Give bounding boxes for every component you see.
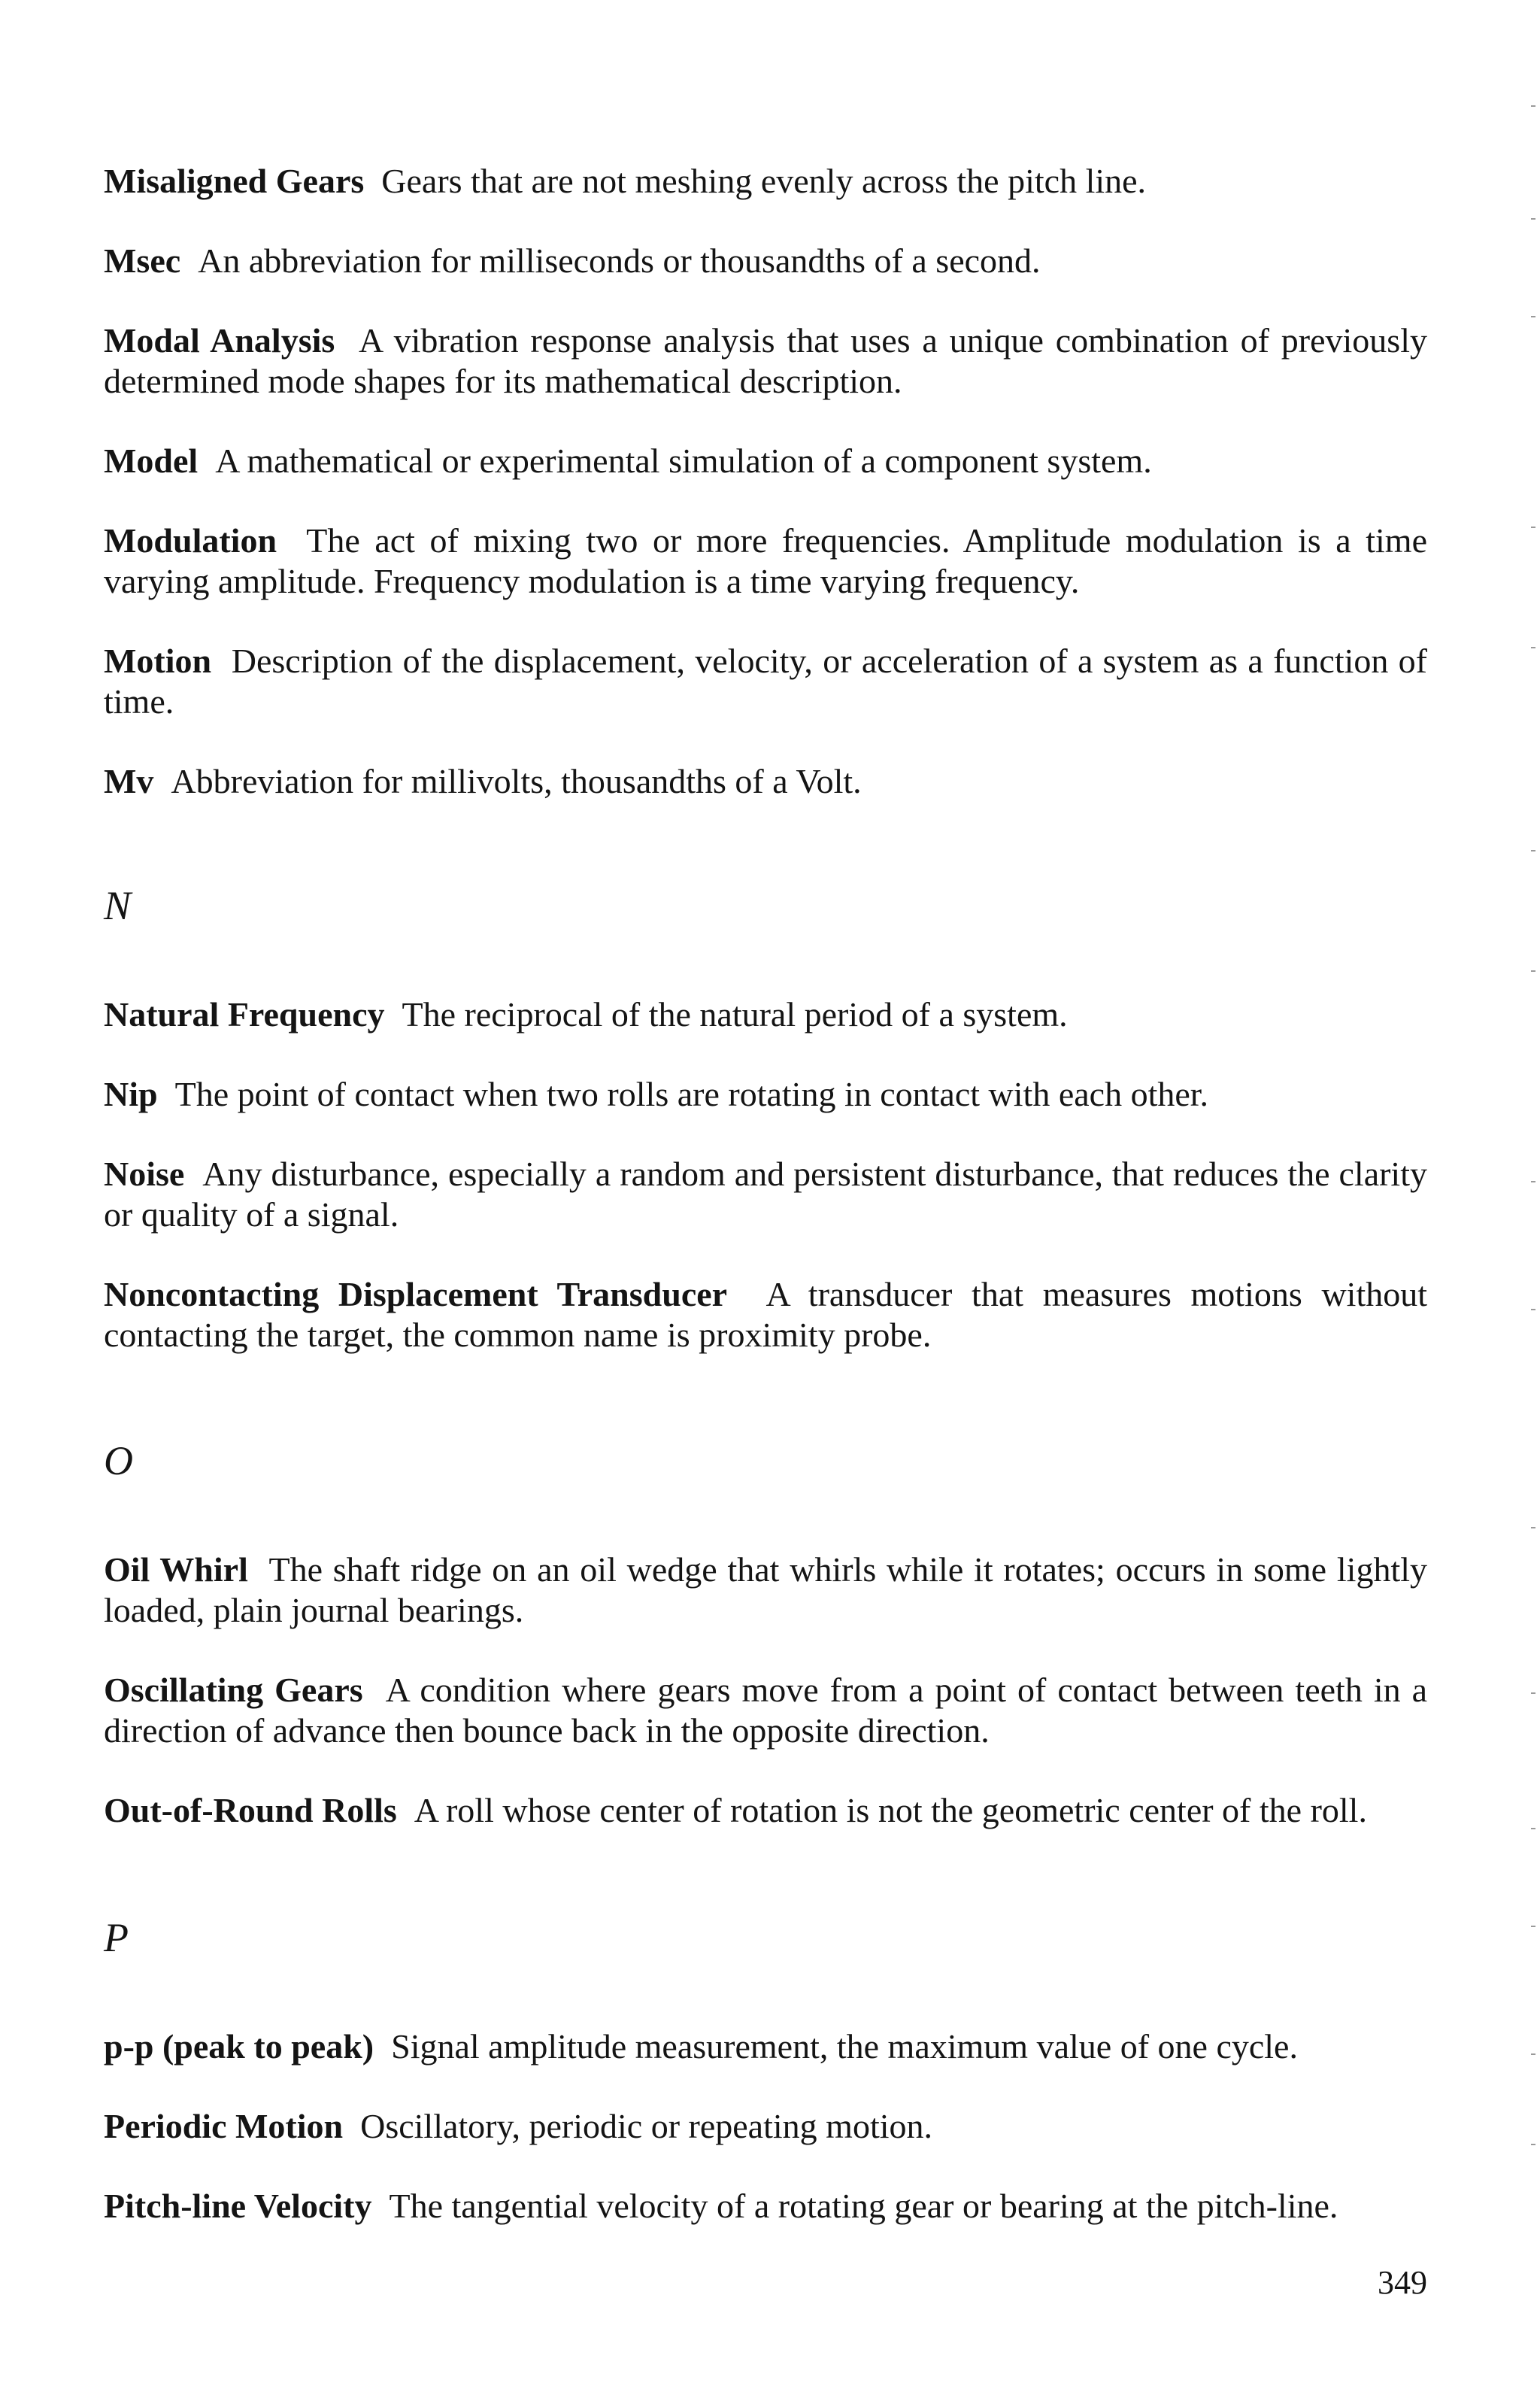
edge-mark [1531, 2053, 1535, 2055]
glossary-entry [104, 521, 1427, 602]
entry-term: Misaligned Gears [104, 162, 365, 200]
entry-definition: The point of contact when two rolls are rotating in contact with each other. [174, 1075, 1209, 1113]
entry-definition: The shaft ridge on an oil wedge that whirls while it rotates; occurs in some lightly loaded, plain journal bearings. [104, 1550, 1428, 1629]
entry-definition: Any disturbance, especially a random and persistent disturbance, that reduces the clarity or quality of a signal. [104, 1155, 1427, 1234]
edge-mark [1531, 1926, 1535, 1927]
glossary-entry [104, 1274, 1427, 1355]
glossary-entry [104, 641, 1427, 722]
glossary-entry [104, 241, 1427, 281]
edge-mark [1531, 105, 1535, 107]
entry-term: Out-of-Round Rolls [104, 1791, 397, 1829]
glossary-entry [104, 161, 1427, 202]
entry-definition: Description of the displacement, velocity, or acceleration of a system as a function of time. [104, 642, 1427, 721]
glossary-entry [104, 2026, 1427, 2067]
scan-edge-marks [1528, 0, 1535, 2404]
glossary-entry [104, 441, 1427, 481]
edge-mark [1531, 316, 1535, 317]
entry-term: Pitch-line Velocity [104, 2187, 372, 2225]
entry-definition: A condition where gears move from a point of contact between teeth in a direction of advance then bounce back in the opposite direction. [104, 1671, 1428, 1750]
entry-definition: The tangential velocity of a rotating gear or bearing at the pitch-line. [389, 2187, 1338, 2225]
entry-definition: Oscillatory, periodic or repeating motion. [360, 2107, 933, 2145]
entry-definition: A mathematical or experimental simulation of a component system. [215, 442, 1152, 480]
edge-mark [1531, 218, 1535, 220]
entry-definition: An abbreviation for milliseconds or thousandths of a second. [198, 241, 1041, 280]
glossary-entry [104, 2106, 1427, 2147]
entry-term: Noise [104, 1155, 185, 1193]
entry-term: Periodic Motion [104, 2107, 344, 2145]
glossary-entry [104, 320, 1427, 402]
edge-mark [1531, 527, 1535, 528]
entry-definition: A vibration response analysis that uses a unique combination of previously determined mode shapes for its mathematical description. [104, 321, 1427, 400]
entry-term: Noncontacting Displacement Transducer [104, 1275, 728, 1313]
entry-definition: The reciprocal of the natural period of a system. [402, 995, 1068, 1034]
entry-term: Mv [104, 762, 154, 800]
edge-mark [1531, 647, 1535, 648]
entry-term: p-p (peak to peak) [104, 2027, 374, 2066]
glossary-entry [104, 761, 1427, 802]
entry-definition: The act of mixing two or more frequencies. Amplitude modulation is a time varying amplitude. Frequency modulation is a time varying frequency. [104, 521, 1428, 600]
edge-mark [1531, 2144, 1535, 2145]
entry-term: Modal Analysis [104, 321, 335, 360]
entry-definition: A roll whose center of rotation is not the geometric center of the roll. [414, 1791, 1367, 1829]
entry-term: Msec [104, 241, 181, 280]
page-number: 349 [1378, 2264, 1427, 2301]
glossary-entry [104, 1074, 1427, 1115]
glossary-entry [104, 1154, 1427, 1235]
glossary-page [104, 0, 1427, 2404]
entry-definition: A transducer that measures motions without contacting the target, the common name is proximity probe. [104, 1275, 1428, 1354]
glossary-entry [104, 1550, 1427, 1631]
entry-definition: Signal amplitude measurement, the maximum value of one cycle. [391, 2027, 1298, 2066]
edge-mark [1531, 970, 1535, 972]
edge-mark [1531, 1828, 1535, 1829]
entry-term: Motion [104, 642, 212, 680]
entry-definition: Gears that are not meshing evenly across the pitch line. [381, 162, 1147, 200]
section-letter-o: O [104, 1438, 133, 1483]
entry-term: Oscillating Gears [104, 1671, 363, 1709]
entry-term: Nip [104, 1075, 158, 1113]
glossary-entry [104, 1790, 1427, 1831]
entry-term: Natural Frequency [104, 995, 385, 1034]
edge-mark [1531, 1309, 1535, 1310]
edge-mark [1531, 1692, 1535, 1694]
entry-term: Modulation [104, 521, 277, 560]
glossary-entry [104, 2186, 1427, 2226]
entry-definition: Abbreviation for millivolts, thousandths of a Volt. [171, 762, 862, 800]
edge-mark [1531, 1181, 1535, 1182]
section-letter-n: N [104, 883, 132, 928]
edge-mark [1531, 1527, 1535, 1528]
glossary-entry [104, 1670, 1427, 1751]
edge-mark [1531, 850, 1535, 851]
entry-term: Model [104, 442, 199, 480]
entry-term: Oil Whirl [104, 1550, 248, 1589]
section-letter-p: P [104, 1915, 129, 1960]
glossary-entry [104, 994, 1427, 1035]
glossary-content [104, 161, 1427, 2226]
